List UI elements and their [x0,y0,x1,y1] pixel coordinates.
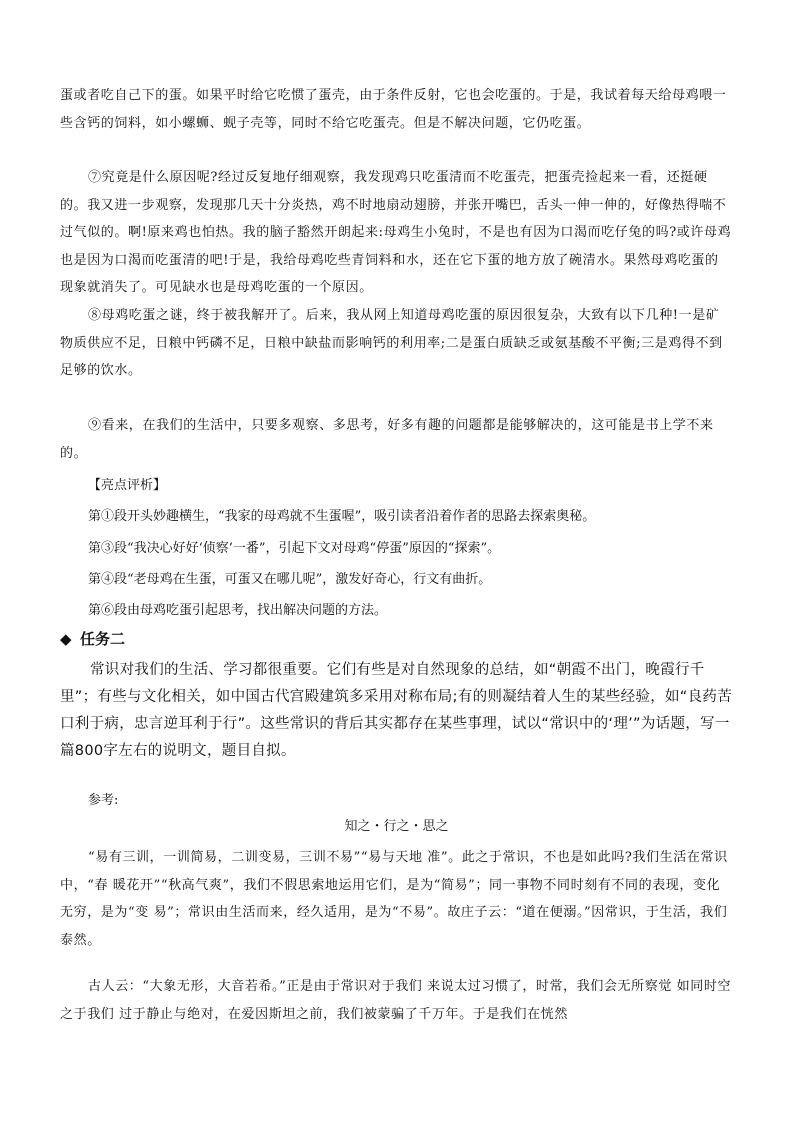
reference-label: 参考: [88,793,119,808]
paragraph-8: ⑧母鸡吃蛋之谜，终于被我解开了。后来，我从网上知道母鸡吃蛋的原因很复杂，大致有以下几种!一是矿物质供应不足，日粮中钙磷不足，日粮中缺盐而影响钙的利用率;二是蛋白质缺乏或氨基酸不平衡;三是鸡得不到足够的饮水。 [60,308,723,378]
review-line-4: 第⑥段由母鸡吃蛋引起思考，找出解决问题的方法。 [88,603,388,618]
paragraph-7: ⑦究竟是什么原因呢?经过反复地仔细观察，我发现鸡只吃蛋清而不吃蛋壳，把蛋壳捡起来一看，还挺硬的。我又进一步观察，发现那几天十分炎热，鸡不时地扇动翅膀，并张开嘴巴，舌头一伸一伸的，好像热得喘不过气似的。啊!原来鸡也怕热。我的脑子豁然开朗起来:母鸡生小兔时，不是也有因为口渴而吃仔兔的吗?或许母鸡也是因为口渴而吃蛋清的吧!于是，我给母鸡吃些青饲料和水，还在它下蛋的地方放了碗清水。果然母鸡吃蛋的现象就消失了。可见缺水也是母鸡吃蛋的一个原因。 [60,170,732,295]
paragraph-continued: 蛋或者吃自己下的蛋。如果平时给它吃惯了蛋壳，由于条件反射，它也会吃蛋的。于是，我试着每天给母鸡喂一些含钙的饲料，如小螺蛳、蚬子壳等，同时不给它吃蛋壳。但是不解决问题，它仍吃蛋。 [60,88,727,131]
paragraph-9: ⑨看来，在我们的生活中，只要多观察、多思考，好多有趣的问题都是能够解决的，这可能是书上学不来的。 [60,418,714,461]
essay-paragraph-1: “易有三训，一训简易，二训变易，三训不易”“易与天地 准”。此之于常识，不也是如此吗?我们生活在常识中，“春 暖花开”“秋高气爽”，我们不假思索地运用它们，是为“简易”；同一事物不同时刻有不同的表现，变化无穷，是为“变 易”；常识由生活而来，经久适用，是为“不易”。故庄子云：“道在便溺。”因常识，于生活，我们泰然。 [60,850,728,948]
task-heading [60,628,125,649]
review-line-1: 第①段开头妙趣横生，“我家的母鸡就不生蛋喔”，吸引读者沿着作者的思路去探索奥秘。 [88,509,596,524]
review-title: 【亮点评析】 [88,478,167,493]
review-line-2: 第③段“我决心好好‘侦察’一番”，引起下文对母鸡“停蛋”原因的“探索”。 [88,541,501,556]
review-line-3: 第④段“老母鸡在生蛋，可蛋又在哪儿呢”，激发好奇心，行文有曲折。 [88,572,492,587]
essay-title: 知之・行之・思之 [344,819,449,834]
task-title: 任务二 [80,630,126,648]
essay-paragraph-2: 古人云：“大象无形，大音若希。”正是由于常识对于我们 来说太过习惯了，时常，我们会无所察觉 如同时空之于我们 过于静止与绝对，在爱因斯坦之前，我们被蒙骗了千万年。于是我们在恍然 [60,979,732,1022]
diamond-bullet-icon: ◆ [60,630,72,648]
task-body: 常识对我们的生活、学习都很重要。它们有些是对自然现象的总结，如“朝霞不出门，晚霞行千里”；有些与文化相关，如中国古代宫殿建筑多采用对称布局;有的则凝结着人生的某些经验，如“良药苦口利于病，忠言逆耳利于行”。这些常识的背后其实都存在某些事理，试以“常识中的‘理’”为话题，写一篇800字左右的说明文，题目自拟。 [60,662,733,759]
